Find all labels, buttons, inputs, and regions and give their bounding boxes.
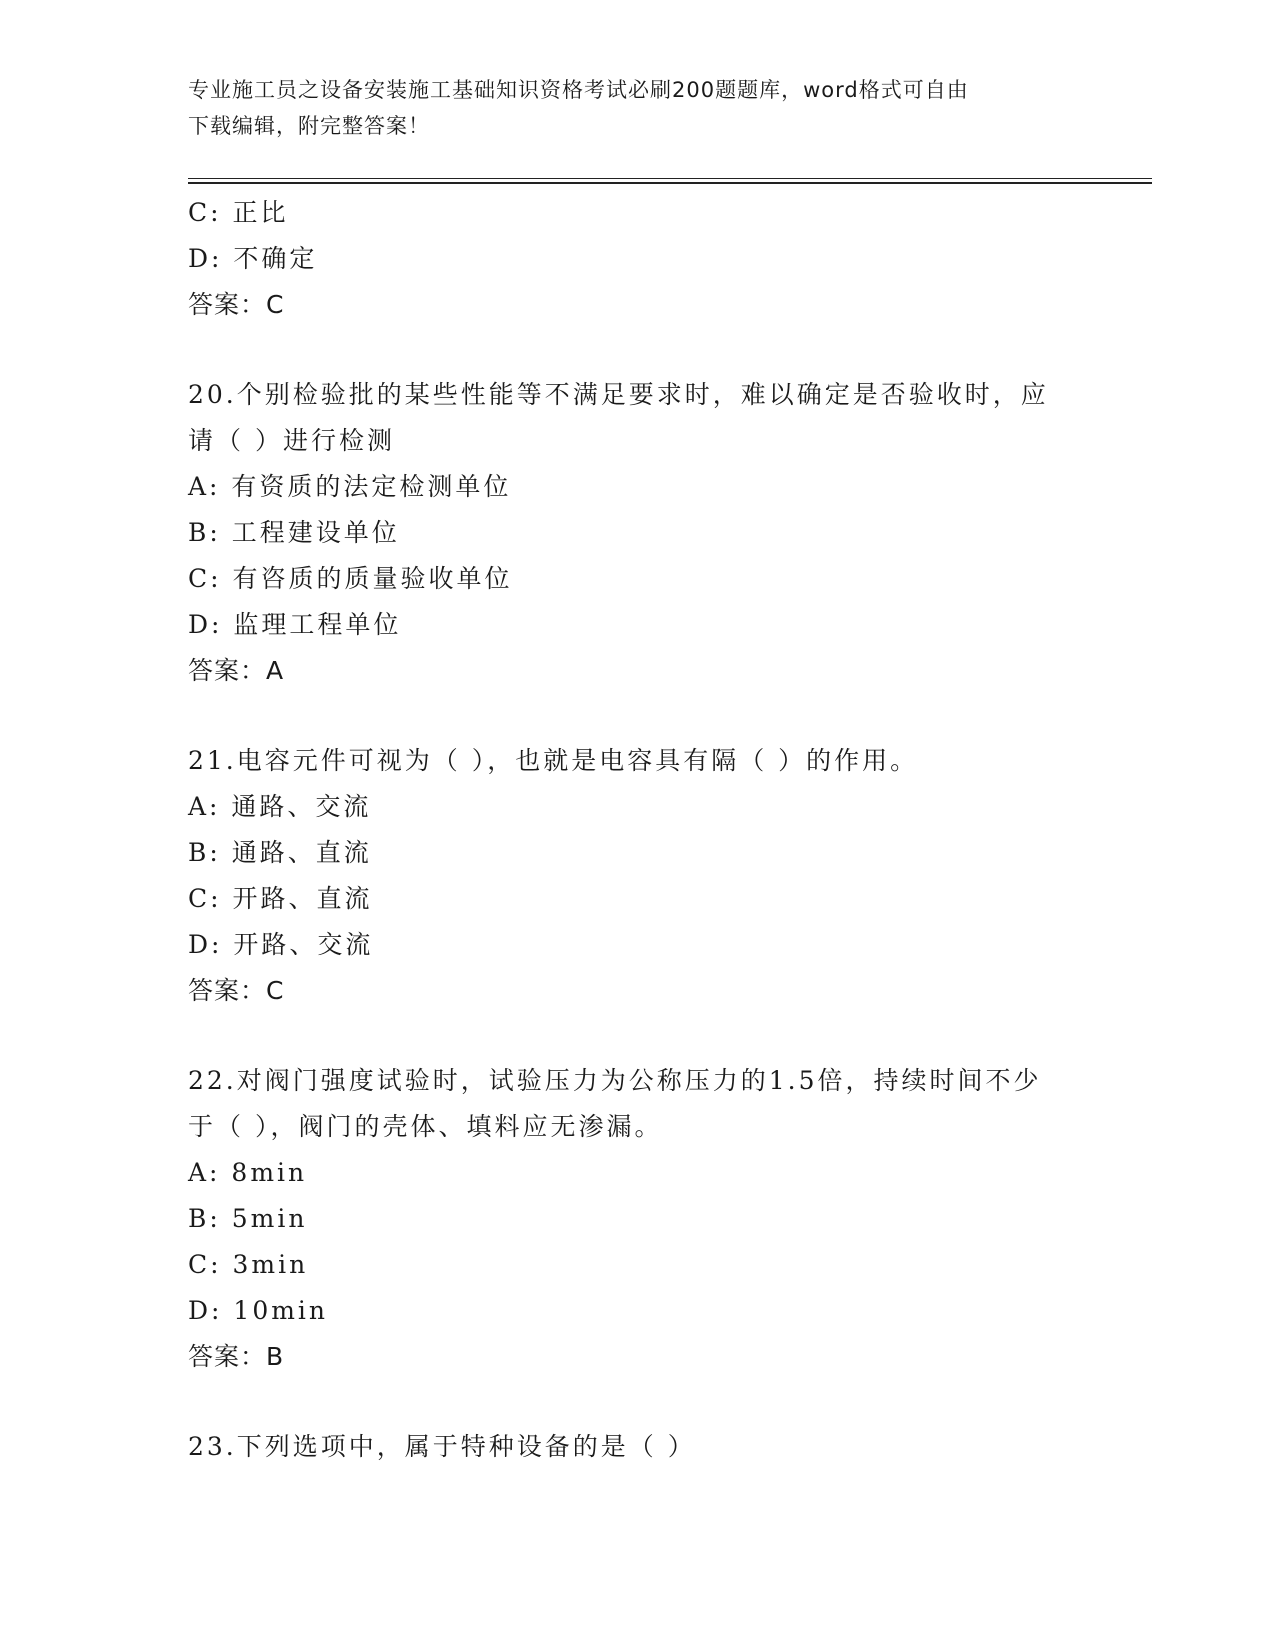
option-a: A: 有资质的法定检测单位 bbox=[188, 472, 512, 501]
header-line-1: 专业施工员之设备安装施工基础知识资格考试必刷200题题库，word格式可自由 bbox=[188, 78, 969, 102]
option-c: C: 有咨质的质量验收单位 bbox=[188, 564, 513, 593]
option-d: D: 不确定 bbox=[188, 244, 318, 273]
question-stem-line: 22.对阀门强度试验时，试验压力为公称压力的1.5倍，持续时间不少 bbox=[188, 1066, 1042, 1095]
question-23 bbox=[188, 1424, 1088, 1470]
question-stem-line: 于（ ），阀门的壳体、填料应无渗漏。 bbox=[188, 1112, 663, 1141]
question-stem-line: 请（ ）进行检测 bbox=[188, 426, 395, 455]
option-b: B: 5min bbox=[188, 1204, 308, 1233]
answer-line: 答案：A bbox=[188, 656, 285, 685]
question-gap bbox=[188, 1014, 1088, 1058]
question-stem-line: 20.个别检验批的某些性能等不满足要求时，难以确定是否验收时，应 bbox=[188, 380, 1049, 409]
question-stem-line: 23.下列选项中，属于特种设备的是（ ） bbox=[188, 1432, 696, 1461]
question-stem-line: 21.电容元件可视为（ ），也就是电容具有隔（ ）的作用。 bbox=[188, 746, 919, 775]
option-d: D: 开路、交流 bbox=[188, 930, 374, 959]
option-c: C: 正比 bbox=[188, 198, 289, 227]
option-c: C: 3min bbox=[188, 1250, 309, 1279]
header-line-2: 下载编辑，附完整答案！ bbox=[188, 114, 430, 138]
option-d: D: 监理工程单位 bbox=[188, 610, 402, 639]
option-c: C: 开路、直流 bbox=[188, 884, 373, 913]
answer-line: 答案：C bbox=[188, 290, 285, 319]
question-20 bbox=[188, 372, 1088, 694]
document-header bbox=[188, 72, 1088, 144]
question-22 bbox=[188, 1058, 1088, 1380]
question-list bbox=[188, 190, 1088, 1470]
option-d: D: 10min bbox=[188, 1296, 329, 1325]
option-a: A: 8min bbox=[188, 1158, 308, 1187]
question-19-tail bbox=[188, 190, 1088, 328]
answer-line: 答案：B bbox=[188, 1342, 285, 1371]
header-rule-thick bbox=[188, 182, 1152, 184]
question-21 bbox=[188, 738, 1088, 1014]
question-gap bbox=[188, 694, 1088, 738]
option-a: A: 通路、交流 bbox=[188, 792, 372, 821]
question-gap bbox=[188, 1380, 1088, 1424]
question-gap bbox=[188, 328, 1088, 372]
option-b: B: 通路、直流 bbox=[188, 838, 372, 867]
answer-line: 答案：C bbox=[188, 976, 285, 1005]
option-b: B: 工程建设单位 bbox=[188, 518, 400, 547]
header-rule-thin bbox=[188, 178, 1152, 179]
